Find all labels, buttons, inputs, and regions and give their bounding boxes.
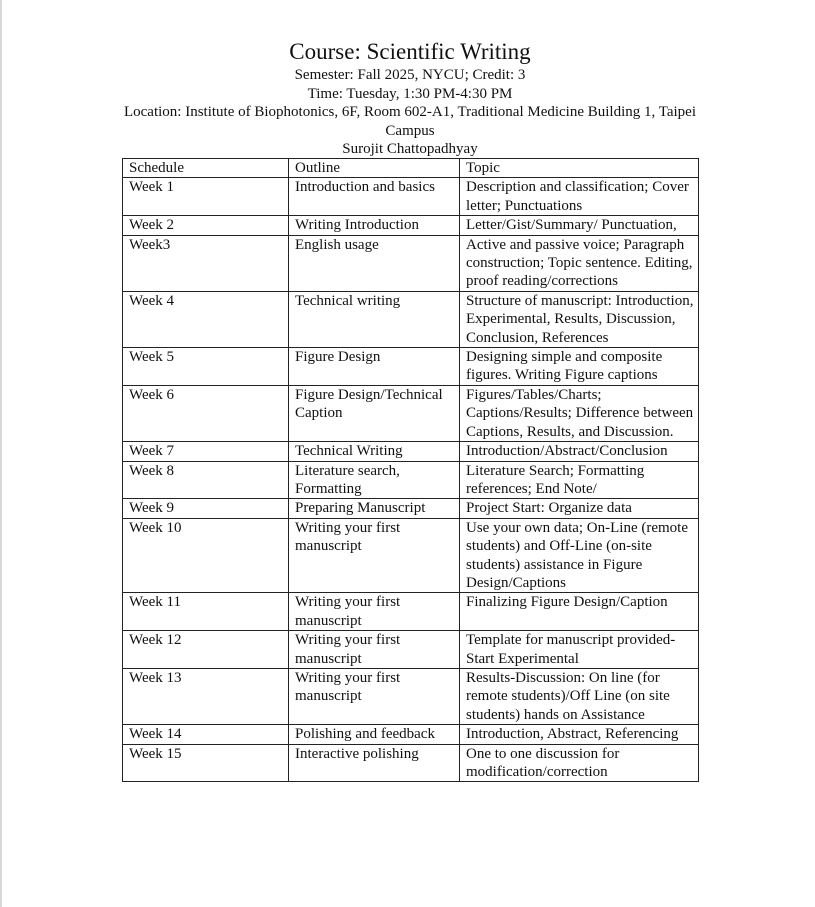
topic-cell: Introduction, Abstract, Referencing <box>460 725 699 744</box>
table-row <box>123 593 699 631</box>
schedule-cell: Week 9 <box>123 499 289 518</box>
table-row <box>123 216 699 235</box>
outline-cell: Writing your first manuscript <box>289 668 460 724</box>
outline-cell: Polishing and feedback <box>289 725 460 744</box>
table-row <box>123 178 699 216</box>
header-outline: Outline <box>289 159 460 178</box>
header-topic: Topic <box>460 159 699 178</box>
topic-cell: Introduction/Abstract/Conclusion <box>460 442 699 461</box>
header-schedule: Schedule <box>123 159 289 178</box>
topic-cell: Structure of manuscript: Introduction, Experimental, Results, Discussion, Conclusion, References <box>460 291 699 347</box>
outline-cell: Preparing Manuscript <box>289 499 460 518</box>
table-row <box>123 348 699 386</box>
document-header <box>0 38 815 159</box>
schedule-cell: Week 1 <box>123 178 289 216</box>
table-row <box>123 518 699 593</box>
outline-cell: Technical Writing <box>289 442 460 461</box>
outline-cell: English usage <box>289 235 460 291</box>
outline-cell: Writing your first manuscript <box>289 593 460 631</box>
outline-cell: Writing Introduction <box>289 216 460 235</box>
schedule-cell: Week 12 <box>123 631 289 669</box>
schedule-cell: Week 2 <box>123 216 289 235</box>
outline-cell: Technical writing <box>289 291 460 347</box>
schedule-cell: Week 14 <box>123 725 289 744</box>
schedule-cell: Week 5 <box>123 348 289 386</box>
schedule-cell: Week 4 <box>123 291 289 347</box>
topic-cell: Literature Search; Formatting references; End Note/ <box>460 461 699 499</box>
outline-cell: Figure Design <box>289 348 460 386</box>
topic-cell: Description and classification; Cover letter; Punctuations <box>460 178 699 216</box>
table-header-row <box>123 159 699 178</box>
schedule-cell: Week 15 <box>123 744 289 782</box>
semester-line: Semester: Fall 2025, NYCU; Credit: 3 <box>294 67 526 83</box>
outline-cell: Figure Design/Technical Caption <box>289 385 460 441</box>
topic-cell: Letter/Gist/Summary/ Punctuation, <box>460 216 699 235</box>
outline-cell: Literature search, Formatting <box>289 461 460 499</box>
outline-cell: Writing your first manuscript <box>289 518 460 593</box>
topic-cell: One to one discussion for modification/correction <box>460 744 699 782</box>
time-line: Time: Tuesday, 1:30 PM-4:30 PM <box>307 85 513 102</box>
course-title: Course: Scientific Writing <box>289 39 531 64</box>
topic-cell: Designing simple and composite figures. Writing Figure captions <box>460 348 699 386</box>
schedule-cell: Week 10 <box>123 518 289 593</box>
outline-cell: Interactive polishing <box>289 744 460 782</box>
table-row <box>123 668 699 724</box>
table-row <box>123 385 699 441</box>
schedule-cell: Week 6 <box>123 385 289 441</box>
topic-cell: Active and passive voice; Paragraph construction; Topic sentence. Editing, proof reading/corrections <box>460 235 699 291</box>
outline-cell: Introduction and basics <box>289 178 460 216</box>
schedule-cell: Week3 <box>123 235 289 291</box>
table-row <box>123 631 699 669</box>
table-row <box>123 744 699 782</box>
schedule-cell: Week 13 <box>123 668 289 724</box>
instructor-name: Surojit Chattopadhyay <box>342 141 478 157</box>
location-line: Location: Institute of Biophotonics, 6F, Room 602-A1, Traditional Medicine Building 1, Taipei Campus <box>123 104 697 139</box>
table-row <box>123 235 699 291</box>
topic-cell: Use your own data; On-Line (remote students) and Off-Line (on-site students) assistance in Figure Design/Captions <box>460 518 699 593</box>
table-row <box>123 461 699 499</box>
table-row <box>123 442 699 461</box>
schedule-cell: Week 7 <box>123 442 289 461</box>
schedule-cell: Week 8 <box>123 461 289 499</box>
outline-cell: Writing your first manuscript <box>289 631 460 669</box>
topic-cell: Finalizing Figure Design/Caption <box>460 593 699 631</box>
topic-cell: Template for manuscript provided-Start Experimental <box>460 631 699 669</box>
topic-cell: Results-Discussion: On line (for remote students)/Off Line (on site students) hands on Assistance <box>460 668 699 724</box>
table-row <box>123 291 699 347</box>
topic-cell: Figures/Tables/Charts; Captions/Results; Difference between Captions, Results, and Discussion. <box>460 385 699 441</box>
table-row <box>123 725 699 744</box>
schedule-cell: Week 11 <box>123 593 289 631</box>
schedule-table <box>122 158 699 782</box>
topic-cell: Project Start: Organize data <box>460 499 699 518</box>
table-row <box>123 499 699 518</box>
